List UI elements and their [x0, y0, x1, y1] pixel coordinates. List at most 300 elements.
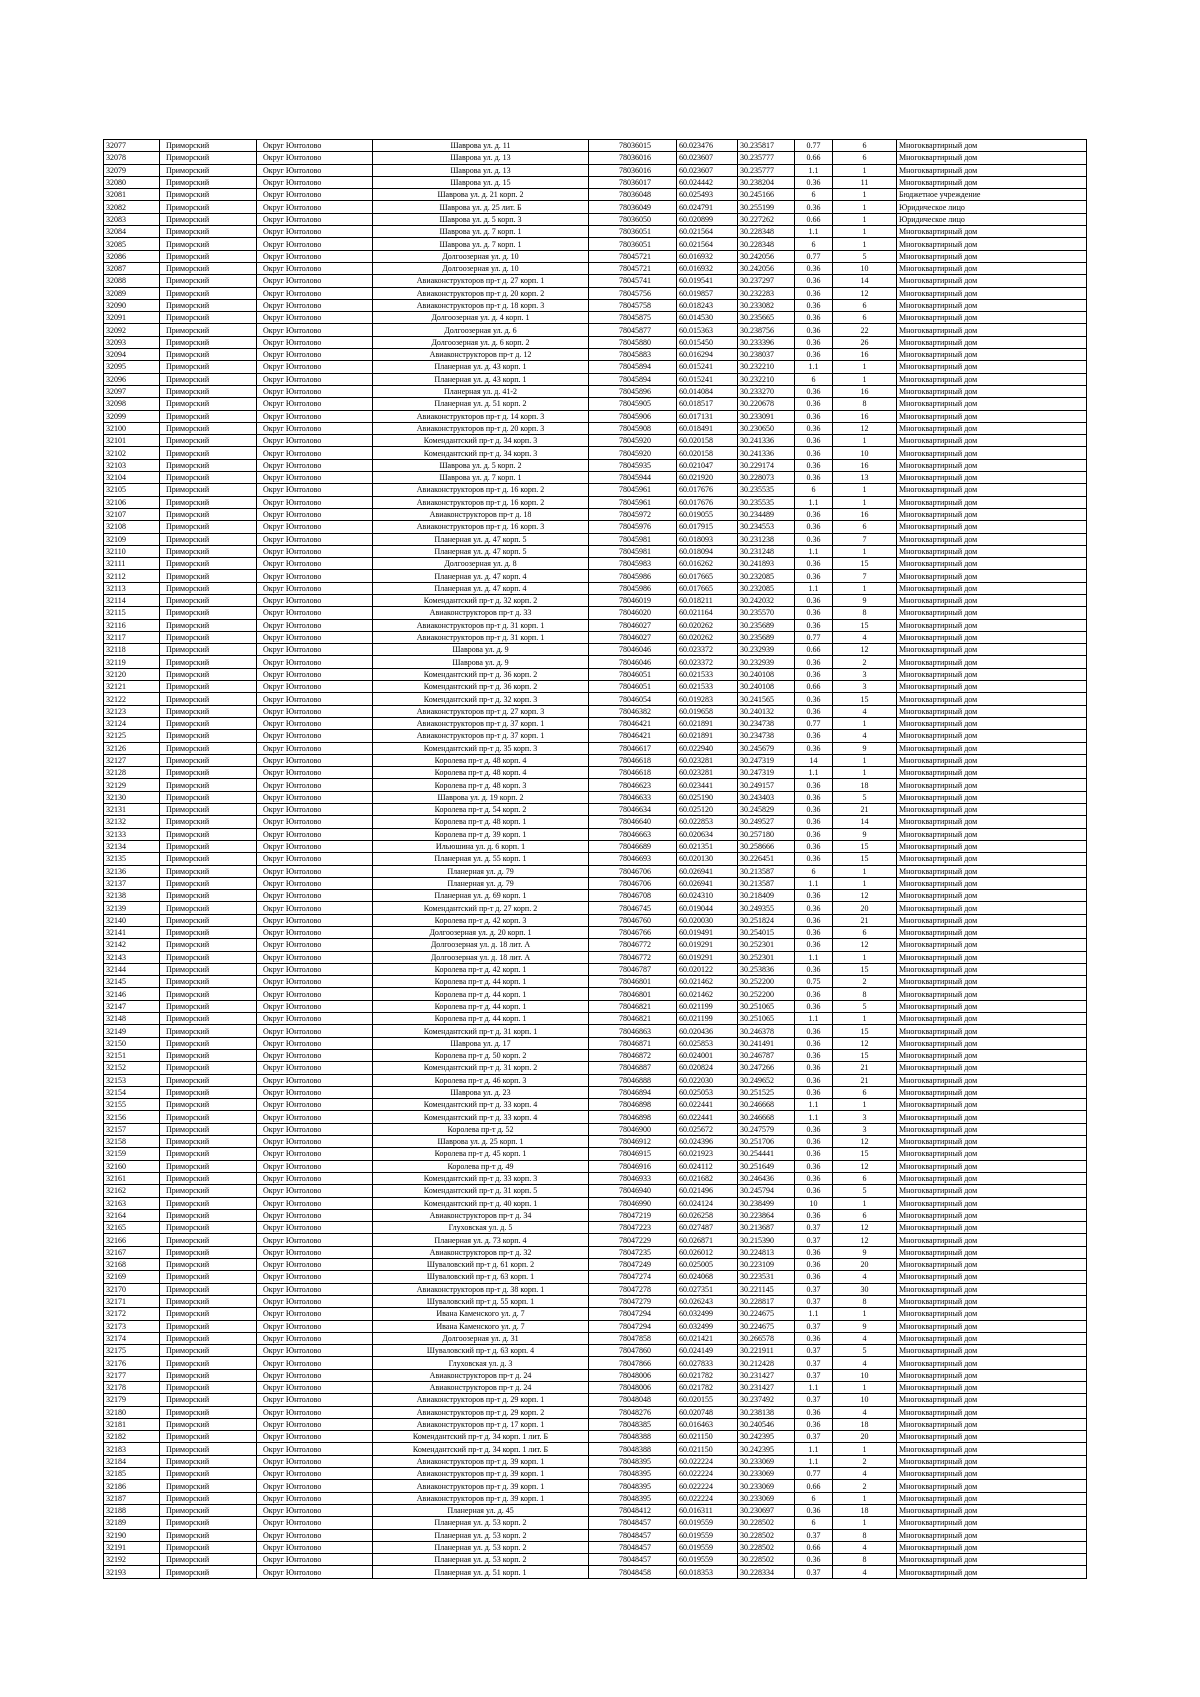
municipality-cell: Округ Юнтолово: [257, 779, 373, 791]
district-cell: Приморский: [160, 1074, 257, 1086]
longitude-cell: 30.252301: [738, 951, 795, 963]
municipality-cell: Округ Юнтолово: [257, 619, 373, 631]
code-cell: 78045906: [589, 410, 677, 422]
municipality-cell: Округ Юнтолово: [257, 963, 373, 975]
municipality-cell: Округ Юнтолово: [257, 865, 373, 877]
municipality-cell: Округ Юнтолово: [257, 1234, 373, 1246]
district-cell: Приморский: [160, 988, 257, 1000]
count-cell: 3: [833, 681, 897, 693]
code-cell: 78046888: [589, 1074, 677, 1086]
district-cell: Приморский: [160, 250, 257, 262]
building-type-cell: Многоквартирный дом: [897, 508, 1087, 520]
municipality-cell: Округ Юнтолово: [257, 1197, 373, 1209]
address-cell: Авиаконструкторов пр-т д. 24: [373, 1381, 589, 1393]
latitude-cell: 60.026941: [677, 865, 738, 877]
district-cell: Приморский: [160, 693, 257, 705]
longitude-cell: 30.232939: [738, 644, 795, 656]
municipality-cell: Округ Юнтолово: [257, 484, 373, 496]
latitude-cell: 60.025672: [677, 1123, 738, 1135]
municipality-cell: Округ Юнтолово: [257, 927, 373, 939]
code-cell: 78048006: [589, 1381, 677, 1393]
code-cell: 78045935: [589, 459, 677, 471]
district-cell: Приморский: [160, 1406, 257, 1418]
district-cell: Приморский: [160, 754, 257, 766]
address-cell: Долгоозерная ул. д. 20 корп. 1: [373, 927, 589, 939]
municipality-cell: Округ Юнтолово: [257, 398, 373, 410]
district-cell: Приморский: [160, 594, 257, 606]
power-cell: 0.37: [795, 1234, 833, 1246]
district-cell: Приморский: [160, 435, 257, 447]
count-cell: 15: [833, 840, 897, 852]
address-cell: Авиаконструкторов пр-т д. 38 корп. 1: [373, 1283, 589, 1295]
row-number-cell: 32083: [104, 213, 160, 225]
address-cell: Планерная ул. д. 79: [373, 877, 589, 889]
row-number-cell: 32135: [104, 853, 160, 865]
building-type-cell: Многоквартирный дом: [897, 398, 1087, 410]
address-cell: Ивана Каменского ул. д. 7: [373, 1308, 589, 1320]
municipality-cell: Округ Юнтолово: [257, 140, 373, 152]
power-cell: 0.36: [795, 730, 833, 742]
latitude-cell: 60.015450: [677, 336, 738, 348]
code-cell: 78045961: [589, 496, 677, 508]
table-row: [104, 1123, 1087, 1135]
power-cell: 0.36: [795, 804, 833, 816]
address-cell: Комендантский пр-т д. 34 корп. 3: [373, 447, 589, 459]
address-cell: Комендантский пр-т д. 40 корп. 1: [373, 1197, 589, 1209]
longitude-cell: 30.221911: [738, 1345, 795, 1357]
code-cell: 78047294: [589, 1320, 677, 1332]
district-cell: Приморский: [160, 1259, 257, 1271]
power-cell: 0.37: [795, 1345, 833, 1357]
district-cell: Приморский: [160, 545, 257, 557]
district-cell: Приморский: [160, 140, 257, 152]
building-type-cell: Многоквартирный дом: [897, 779, 1087, 791]
count-cell: 16: [833, 410, 897, 422]
count-cell: 18: [833, 1418, 897, 1430]
longitude-cell: 30.230650: [738, 422, 795, 434]
longitude-cell: 30.249652: [738, 1074, 795, 1086]
municipality-cell: Округ Юнтолово: [257, 472, 373, 484]
latitude-cell: 60.024791: [677, 201, 738, 213]
municipality-cell: Округ Юнтолово: [257, 1468, 373, 1480]
address-cell: Королева пр-т д. 52: [373, 1123, 589, 1135]
address-cell: Ильюшина ул. д. 6 корп. 1: [373, 840, 589, 852]
district-cell: Приморский: [160, 1086, 257, 1098]
table-row: [104, 1259, 1087, 1271]
row-number-cell: 32178: [104, 1381, 160, 1393]
count-cell: 4: [833, 705, 897, 717]
building-type-cell: Многоквартирный дом: [897, 422, 1087, 434]
table-row: [104, 312, 1087, 324]
address-cell: Долгоозерная ул. д. 8: [373, 558, 589, 570]
row-number-cell: 32108: [104, 521, 160, 533]
building-type-cell: Многоквартирный дом: [897, 1418, 1087, 1430]
power-cell: 0.36: [795, 1418, 833, 1430]
municipality-cell: Округ Юнтолово: [257, 754, 373, 766]
municipality-cell: Округ Юнтолово: [257, 717, 373, 729]
district-cell: Приморский: [160, 1504, 257, 1516]
latitude-cell: 60.022224: [677, 1492, 738, 1504]
building-type-cell: Многоквартирный дом: [897, 1529, 1087, 1541]
row-number-cell: 32147: [104, 1000, 160, 1012]
address-cell: Планерная ул. д. 41-2: [373, 385, 589, 397]
code-cell: 78045880: [589, 336, 677, 348]
table-row: [104, 250, 1087, 262]
count-cell: 21: [833, 1062, 897, 1074]
district-cell: Приморский: [160, 1455, 257, 1467]
longitude-cell: 30.251649: [738, 1160, 795, 1172]
row-number-cell: 32122: [104, 693, 160, 705]
table-row: [104, 176, 1087, 188]
building-type-cell: Многоквартирный дом: [897, 176, 1087, 188]
longitude-cell: 30.238756: [738, 324, 795, 336]
building-type-cell: Многоквартирный дом: [897, 1369, 1087, 1381]
table-row: [104, 951, 1087, 963]
building-type-cell: Многоквартирный дом: [897, 1185, 1087, 1197]
power-cell: 1.1: [795, 164, 833, 176]
row-number-cell: 32192: [104, 1554, 160, 1566]
power-cell: 6: [795, 373, 833, 385]
municipality-cell: Округ Юнтолово: [257, 1099, 373, 1111]
address-cell: Королева пр-т д. 48 корп. 4: [373, 767, 589, 779]
count-cell: 26: [833, 336, 897, 348]
address-cell: Планерная ул. д. 47 корп. 5: [373, 533, 589, 545]
count-cell: 3: [833, 668, 897, 680]
table-row: [104, 804, 1087, 816]
district-cell: Приморский: [160, 865, 257, 877]
address-cell: Долгоозерная ул. д. 18 лит. А: [373, 939, 589, 951]
power-cell: 0.36: [795, 1185, 833, 1197]
district-cell: Приморский: [160, 1025, 257, 1037]
latitude-cell: 60.014530: [677, 312, 738, 324]
address-cell: Авиаконструкторов пр-т д. 12: [373, 349, 589, 361]
district-cell: Приморский: [160, 963, 257, 975]
code-cell: 78046020: [589, 607, 677, 619]
power-cell: 0.36: [795, 1271, 833, 1283]
latitude-cell: 60.019283: [677, 693, 738, 705]
longitude-cell: 30.234738: [738, 730, 795, 742]
code-cell: 78046760: [589, 914, 677, 926]
table-row: [104, 1099, 1087, 1111]
count-cell: 12: [833, 644, 897, 656]
municipality-cell: Округ Юнтолово: [257, 1517, 373, 1529]
address-cell: Королева пр-т д. 46 корп. 3: [373, 1074, 589, 1086]
power-cell: 0.36: [795, 1554, 833, 1566]
latitude-cell: 60.017676: [677, 496, 738, 508]
power-cell: 14: [795, 754, 833, 766]
longitude-cell: 30.232283: [738, 287, 795, 299]
row-number-cell: 32138: [104, 890, 160, 902]
power-cell: 0.75: [795, 976, 833, 988]
code-cell: 78046745: [589, 902, 677, 914]
code-cell: 78045981: [589, 545, 677, 557]
district-cell: Приморский: [160, 1554, 257, 1566]
municipality-cell: Округ Юнтолово: [257, 1381, 373, 1393]
longitude-cell: 30.251065: [738, 1000, 795, 1012]
district-cell: Приморский: [160, 1148, 257, 1160]
table-row: [104, 1271, 1087, 1283]
row-number-cell: 32084: [104, 226, 160, 238]
power-cell: 0.36: [795, 988, 833, 1000]
longitude-cell: 30.233091: [738, 410, 795, 422]
address-cell: Комендантский пр-т д. 36 корп. 2: [373, 681, 589, 693]
row-number-cell: 32183: [104, 1443, 160, 1455]
count-cell: 4: [833, 1406, 897, 1418]
longitude-cell: 30.242056: [738, 250, 795, 262]
power-cell: 0.36: [795, 693, 833, 705]
municipality-cell: Округ Юнтолово: [257, 226, 373, 238]
code-cell: 78045972: [589, 508, 677, 520]
code-cell: 78047235: [589, 1246, 677, 1258]
building-type-cell: Многоквартирный дом: [897, 1148, 1087, 1160]
code-cell: 78046623: [589, 779, 677, 791]
code-cell: 78045920: [589, 447, 677, 459]
building-type-cell: Многоквартирный дом: [897, 939, 1087, 951]
code-cell: 78046912: [589, 1136, 677, 1148]
address-cell: Долгоозерная ул. д. 10: [373, 262, 589, 274]
address-cell: Планерная ул. д. 47 корп. 5: [373, 545, 589, 557]
address-cell: Комендантский пр-т д. 33 корп. 4: [373, 1111, 589, 1123]
row-number-cell: 32077: [104, 140, 160, 152]
count-cell: 1: [833, 373, 897, 385]
building-type-cell: Многоквартирный дом: [897, 1099, 1087, 1111]
building-type-cell: Многоквартирный дом: [897, 1246, 1087, 1258]
address-cell: Авиаконструкторов пр-т д. 16 корп. 3: [373, 521, 589, 533]
table-row: [104, 717, 1087, 729]
power-cell: 1.1: [795, 1443, 833, 1455]
code-cell: 78048457: [589, 1529, 677, 1541]
district-cell: Приморский: [160, 484, 257, 496]
code-cell: 78046933: [589, 1172, 677, 1184]
longitude-cell: 30.235689: [738, 631, 795, 643]
municipality-cell: Округ Юнтолово: [257, 1431, 373, 1443]
latitude-cell: 60.023281: [677, 767, 738, 779]
power-cell: 0.36: [795, 890, 833, 902]
table-row: [104, 791, 1087, 803]
table-row: [104, 1554, 1087, 1566]
building-type-cell: Многоквартирный дом: [897, 496, 1087, 508]
building-type-cell: Многоквартирный дом: [897, 521, 1087, 533]
latitude-cell: 60.026243: [677, 1295, 738, 1307]
count-cell: 15: [833, 853, 897, 865]
power-cell: 0.36: [795, 570, 833, 582]
latitude-cell: 60.019291: [677, 951, 738, 963]
code-cell: 78045908: [589, 422, 677, 434]
row-number-cell: 32154: [104, 1086, 160, 1098]
municipality-cell: Округ Юнтолово: [257, 742, 373, 754]
longitude-cell: 30.242395: [738, 1431, 795, 1443]
address-cell: Долгоозерная ул. д. 18 лит. А: [373, 951, 589, 963]
address-cell: Авиаконструкторов пр-т д. 39 корп. 1: [373, 1468, 589, 1480]
municipality-cell: Округ Юнтолово: [257, 1136, 373, 1148]
table-row: [104, 1074, 1087, 1086]
row-number-cell: 32115: [104, 607, 160, 619]
code-cell: 78046421: [589, 717, 677, 729]
address-cell: Шаврова ул. д. 11: [373, 140, 589, 152]
municipality-cell: Округ Юнтолово: [257, 1123, 373, 1135]
address-cell: Планерная ул. д. 55 корп. 1: [373, 853, 589, 865]
row-number-cell: 32180: [104, 1406, 160, 1418]
row-number-cell: 32095: [104, 361, 160, 373]
code-cell: 78045875: [589, 312, 677, 324]
count-cell: 6: [833, 1209, 897, 1221]
latitude-cell: 60.021533: [677, 668, 738, 680]
row-number-cell: 32159: [104, 1148, 160, 1160]
longitude-cell: 30.212428: [738, 1357, 795, 1369]
code-cell: 78046051: [589, 681, 677, 693]
row-number-cell: 32110: [104, 545, 160, 557]
table-row: [104, 1136, 1087, 1148]
municipality-cell: Округ Юнтолово: [257, 287, 373, 299]
address-cell: Авиаконструкторов пр-т д. 17 корп. 1: [373, 1418, 589, 1430]
municipality-cell: Округ Юнтолово: [257, 1271, 373, 1283]
power-cell: 1.1: [795, 1381, 833, 1393]
row-number-cell: 32082: [104, 201, 160, 213]
longitude-cell: 30.213687: [738, 1222, 795, 1234]
code-cell: 78048395: [589, 1455, 677, 1467]
table-row: [104, 754, 1087, 766]
latitude-cell: 60.024442: [677, 176, 738, 188]
municipality-cell: Округ Юнтолово: [257, 373, 373, 385]
municipality-cell: Округ Юнтолово: [257, 299, 373, 311]
power-cell: 0.66: [795, 1480, 833, 1492]
row-number-cell: 32184: [104, 1455, 160, 1467]
power-cell: 1.1: [795, 1099, 833, 1111]
longitude-cell: 30.237492: [738, 1394, 795, 1406]
row-number-cell: 32160: [104, 1160, 160, 1172]
power-cell: 0.37: [795, 1222, 833, 1234]
municipality-cell: Округ Юнтолово: [257, 1492, 373, 1504]
power-cell: 0.37: [795, 1369, 833, 1381]
latitude-cell: 60.024112: [677, 1160, 738, 1172]
count-cell: 2: [833, 1455, 897, 1467]
longitude-cell: 30.241893: [738, 558, 795, 570]
address-cell: Шаврова ул. д. 25 лит. Б: [373, 201, 589, 213]
table-row: [104, 140, 1087, 152]
building-type-cell: Юридическое лицо: [897, 213, 1087, 225]
power-cell: 6: [795, 865, 833, 877]
building-type-cell: Многоквартирный дом: [897, 1123, 1087, 1135]
building-type-cell: Многоквартирный дом: [897, 914, 1087, 926]
latitude-cell: 60.016262: [677, 558, 738, 570]
count-cell: 1: [833, 1013, 897, 1025]
latitude-cell: 60.019658: [677, 705, 738, 717]
latitude-cell: 60.021564: [677, 226, 738, 238]
building-type-cell: Многоквартирный дом: [897, 754, 1087, 766]
address-cell: Шаврова ул. д. 5 корп. 3: [373, 213, 589, 225]
power-cell: 0.37: [795, 1320, 833, 1332]
municipality-cell: Округ Юнтолово: [257, 1504, 373, 1516]
longitude-cell: 30.228334: [738, 1566, 795, 1578]
municipality-cell: Округ Юнтолово: [257, 656, 373, 668]
district-cell: Приморский: [160, 447, 257, 459]
longitude-cell: 30.245829: [738, 804, 795, 816]
address-cell: Королева пр-т д. 44 корп. 1: [373, 1000, 589, 1012]
district-cell: Приморский: [160, 324, 257, 336]
count-cell: 1: [833, 484, 897, 496]
count-cell: 6: [833, 1172, 897, 1184]
latitude-cell: 60.019559: [677, 1554, 738, 1566]
building-type-cell: Многоквартирный дом: [897, 287, 1087, 299]
building-type-cell: Многоквартирный дом: [897, 865, 1087, 877]
power-cell: 1.1: [795, 1111, 833, 1123]
municipality-cell: Округ Юнтолово: [257, 631, 373, 643]
district-cell: Приморский: [160, 1369, 257, 1381]
table-row: [104, 1197, 1087, 1209]
municipality-cell: Округ Юнтолово: [257, 1332, 373, 1344]
address-cell: Шаврова ул. д. 5 корп. 2: [373, 459, 589, 471]
building-type-cell: Многоквартирный дом: [897, 668, 1087, 680]
count-cell: 10: [833, 1369, 897, 1381]
district-cell: Приморский: [160, 410, 257, 422]
row-number-cell: 32137: [104, 877, 160, 889]
district-cell: Приморский: [160, 1197, 257, 1209]
code-cell: 78045896: [589, 385, 677, 397]
power-cell: 0.36: [795, 349, 833, 361]
row-number-cell: 32139: [104, 902, 160, 914]
longitude-cell: 30.226451: [738, 853, 795, 865]
count-cell: 8: [833, 607, 897, 619]
latitude-cell: 60.021150: [677, 1431, 738, 1443]
code-cell: 78048458: [589, 1566, 677, 1578]
municipality-cell: Округ Юнтолово: [257, 1418, 373, 1430]
row-number-cell: 32150: [104, 1037, 160, 1049]
row-number-cell: 32111: [104, 558, 160, 570]
building-type-cell: Многоквартирный дом: [897, 717, 1087, 729]
building-type-cell: Многоквартирный дом: [897, 963, 1087, 975]
table-row: [104, 890, 1087, 902]
table-row: [104, 447, 1087, 459]
table-row: [104, 779, 1087, 791]
longitude-cell: 30.235535: [738, 496, 795, 508]
longitude-cell: 30.228348: [738, 226, 795, 238]
district-cell: Приморский: [160, 877, 257, 889]
building-type-cell: Многоквартирный дом: [897, 607, 1087, 619]
municipality-cell: Округ Юнтолово: [257, 681, 373, 693]
table-row: [104, 877, 1087, 889]
power-cell: 0.37: [795, 1566, 833, 1578]
count-cell: 4: [833, 1271, 897, 1283]
row-number-cell: 32181: [104, 1418, 160, 1430]
power-cell: 0.36: [795, 902, 833, 914]
latitude-cell: 60.022224: [677, 1455, 738, 1467]
municipality-cell: Округ Юнтолово: [257, 1455, 373, 1467]
count-cell: 1: [833, 951, 897, 963]
code-cell: 78046821: [589, 1013, 677, 1025]
address-cell: Планерная ул. д. 69 корп. 1: [373, 890, 589, 902]
longitude-cell: 30.223531: [738, 1271, 795, 1283]
district-cell: Приморский: [160, 767, 257, 779]
longitude-cell: 30.235570: [738, 607, 795, 619]
count-cell: 1: [833, 865, 897, 877]
longitude-cell: 30.232085: [738, 582, 795, 594]
district-cell: Приморский: [160, 1049, 257, 1061]
table-row: [104, 213, 1087, 225]
table-row: [104, 988, 1087, 1000]
power-cell: 0.37: [795, 1394, 833, 1406]
power-cell: 0.36: [795, 1025, 833, 1037]
row-number-cell: 32113: [104, 582, 160, 594]
longitude-cell: 30.232210: [738, 361, 795, 373]
longitude-cell: 30.228502: [738, 1554, 795, 1566]
municipality-cell: Округ Юнтолово: [257, 1037, 373, 1049]
address-cell: Королева пр-т д. 48 корп. 4: [373, 754, 589, 766]
municipality-cell: Округ Юнтолово: [257, 447, 373, 459]
latitude-cell: 60.017131: [677, 410, 738, 422]
address-cell: Авиаконструкторов пр-т д. 29 корп. 2: [373, 1406, 589, 1418]
longitude-cell: 30.228348: [738, 238, 795, 250]
longitude-cell: 30.224675: [738, 1308, 795, 1320]
